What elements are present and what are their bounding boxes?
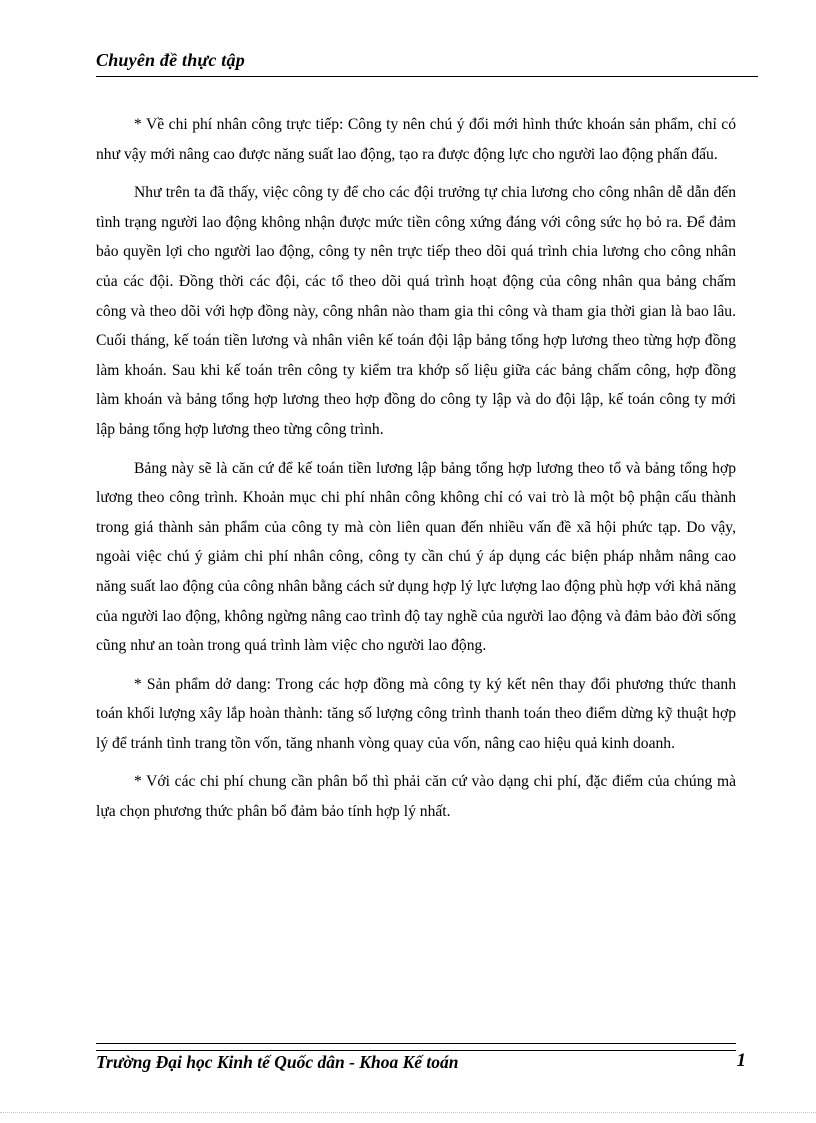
page-number: 1: [736, 1050, 746, 1071]
footer-title: Trường Đại học Kinh tế Quốc dân - Khoa Kế toán: [96, 1052, 459, 1072]
header-title: Chuyên đề thực tập: [96, 50, 245, 70]
paragraph-wage-summary: Bảng này sẽ là căn cứ để kế toán tiền lương lập bảng tổng hợp lương theo tổ và bảng tổng hợp lương theo công trình. Khoản mục chi phí nhân công không chỉ có vai trò là một bộ phận cấu thành trong giá thành sản phẩm của công ty mà còn liên quan đến nhiều vấn đề xã hội phức tạp. Do vậy, ngoài việc chú ý giảm chi phí nhân công, công ty cần chú ý áp dụng các biện pháp nhằm nâng cao năng suất lao động của công nhân bằng cách sử dụng hợp lý lực lượng lao động phù hợp với khả năng của người lao động, không ngừng nâng cao trình độ tay nghề của người lao động và đảm bảo đời sống cũng như an toàn trong quá trình làm việc cho người lao động.: [96, 459, 736, 655]
document-body: [96, 110, 736, 836]
paragraph-direct-labor: * Về chi phí nhân công trực tiếp: Công ty nên chú ý đổi mới hình thức khoán sản phẩm, chỉ có như vậy mới nâng cao được năng suất lao động, tạo ra được động lực cho người lao động phấn đấu.: [96, 116, 736, 163]
page-header: [96, 50, 758, 77]
footer-double-rule: [96, 1043, 736, 1051]
paragraph-overhead-allocation: * Với các chi phí chung cần phân bổ thì phải căn cứ vào dạng chi phí, đặc điểm của chúng mà lựa chọn phương thức phân bổ đảm bảo tính hợp lý nhất.: [96, 773, 736, 821]
page-bottom-border: [0, 1112, 816, 1113]
paragraph-work-in-progress: * Sản phẩm dở dang: Trong các hợp đồng mà công ty ký kết nên thay đổi phương thức thanh toán khối lượng xây lắp hoàn thành: tăng số lượng công trình thanh toán theo điểm dừng kỹ thuật hợp lý để tránh tình trang tồn vốn, tăng nhanh vòng quay của vốn, nâng cao hiệu quả kinh doanh.: [96, 675, 736, 752]
paragraph-wage-distribution: Như trên ta đã thấy, việc công ty để cho các đội trưởng tự chia lương cho công nhân dễ dẫn đến tình trạng người lao động không nhận được mức tiền công xứng đáng với công sức họ bỏ ra. Để đảm bảo quyền lợi cho người lao động, công ty nên trực tiếp theo dõi quá trình chia lương cho công nhân của các đội. Đồng thời các đội, các tổ theo dõi quá trình hoạt động của công nhân qua bảng chấm công và theo dõi với hợp đồng này, công nhân nào tham gia thi công và tham gia thời gian là bao lâu. Cuối tháng, kế toán tiền lương và nhân viên kế toán đội lập bảng tổng hợp lương theo từng hợp đồng làm khoán. Sau khi kế toán trên công ty kiểm tra khớp số liệu giữa các bảng chấm công, hợp đồng làm khoán và bảng tổng hợp lương theo hợp đồng do công ty lập và do đội lập, kế toán công ty mới lập bảng tổng hợp lương theo từng công trình.: [96, 184, 736, 438]
